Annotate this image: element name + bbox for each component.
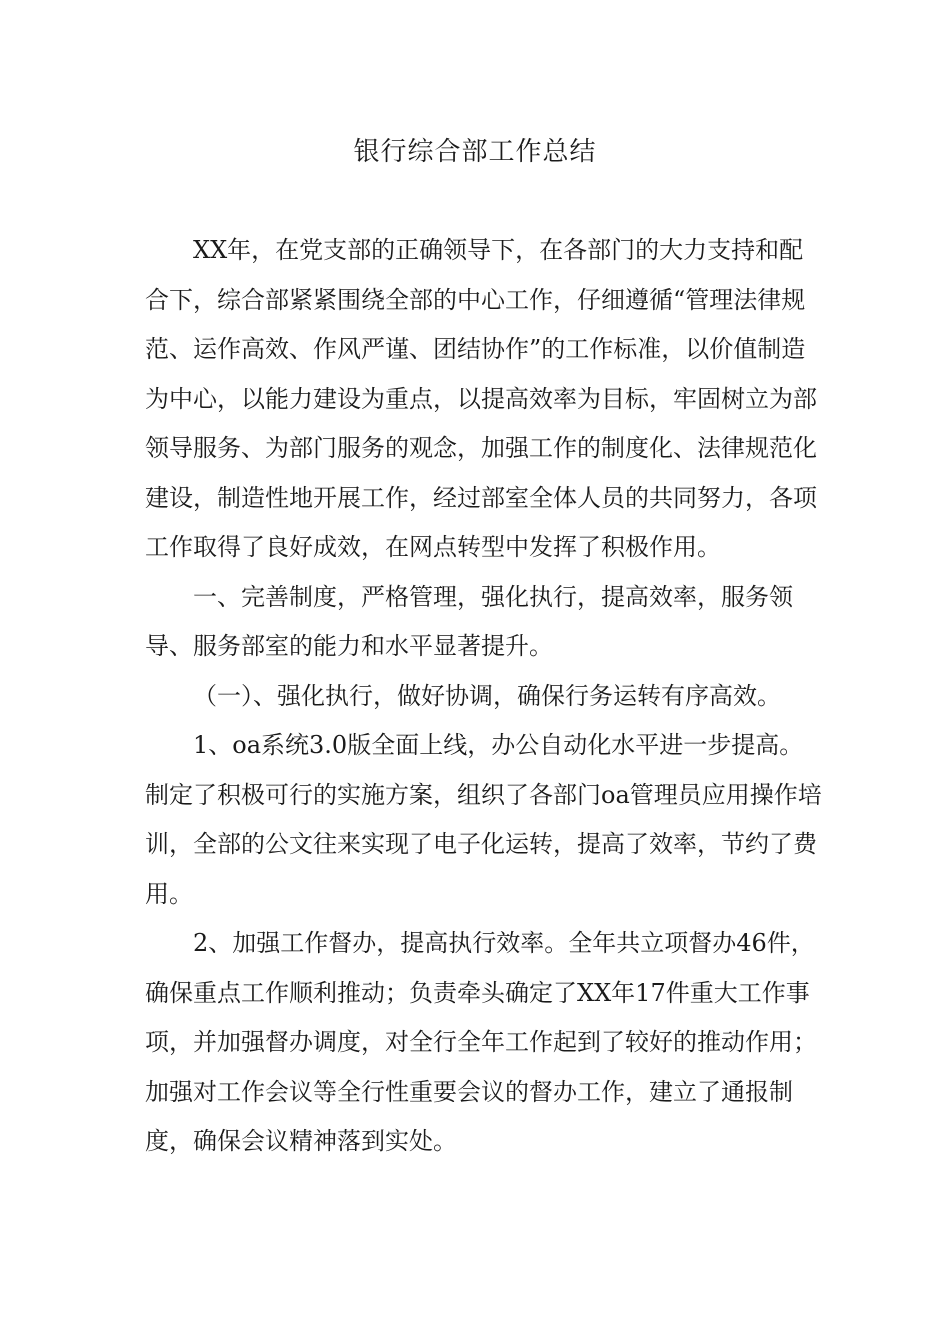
document-body	[145, 226, 825, 1167]
paragraph-item-2: 2、加强工作督办，提高执行效率。全年共立项督办46件，确保重点工作顺利推动；负责牵头确定了XX年17件重大工作事项，并加强督办调度，对全行全年工作起到了较好的推动作用；加强对工作会议等全行性重要会议的督办工作，建立了通报制度，确保会议精神落到实处。	[145, 929, 817, 1155]
paragraph-section-1-heading: 一、完善制度，严格管理，强化执行，提高效率，服务领导、服务部室的能力和水平显著提升。	[145, 582, 793, 660]
document-title: 银行综合部工作总结	[353, 137, 597, 167]
paragraph-item-1: 1、oa系统3.0版全面上线，办公自动化水平进一步提高。制定了积极可行的实施方案，组织了各部门oa管理员应用操作培训，全部的公文往来实现了电子化运转，提高了效率，节约了费用。	[145, 731, 822, 908]
paragraph-subsection-1-heading: （一）、强化执行，做好协调，确保行务运转有序高效。	[193, 681, 781, 710]
paragraph-intro: XX年，在党支部的正确领导下，在各部门的大力支持和配合下，综合部紧紧围绕全部的中心工作，仔细遵循“管理法律规范、运作高效、作风严谨、团结协作”的工作标准，以价值制造为中心，以能力建设为重点，以提高效率为目标，牢固树立为部领导服务、为部门服务的观念，加强工作的制度化、法律规范化建设，制造性地开展工作，经过部室全体人员的共同努力，各项工作取得了良好成效，在网点转型中发挥了积极作用。	[145, 236, 817, 561]
